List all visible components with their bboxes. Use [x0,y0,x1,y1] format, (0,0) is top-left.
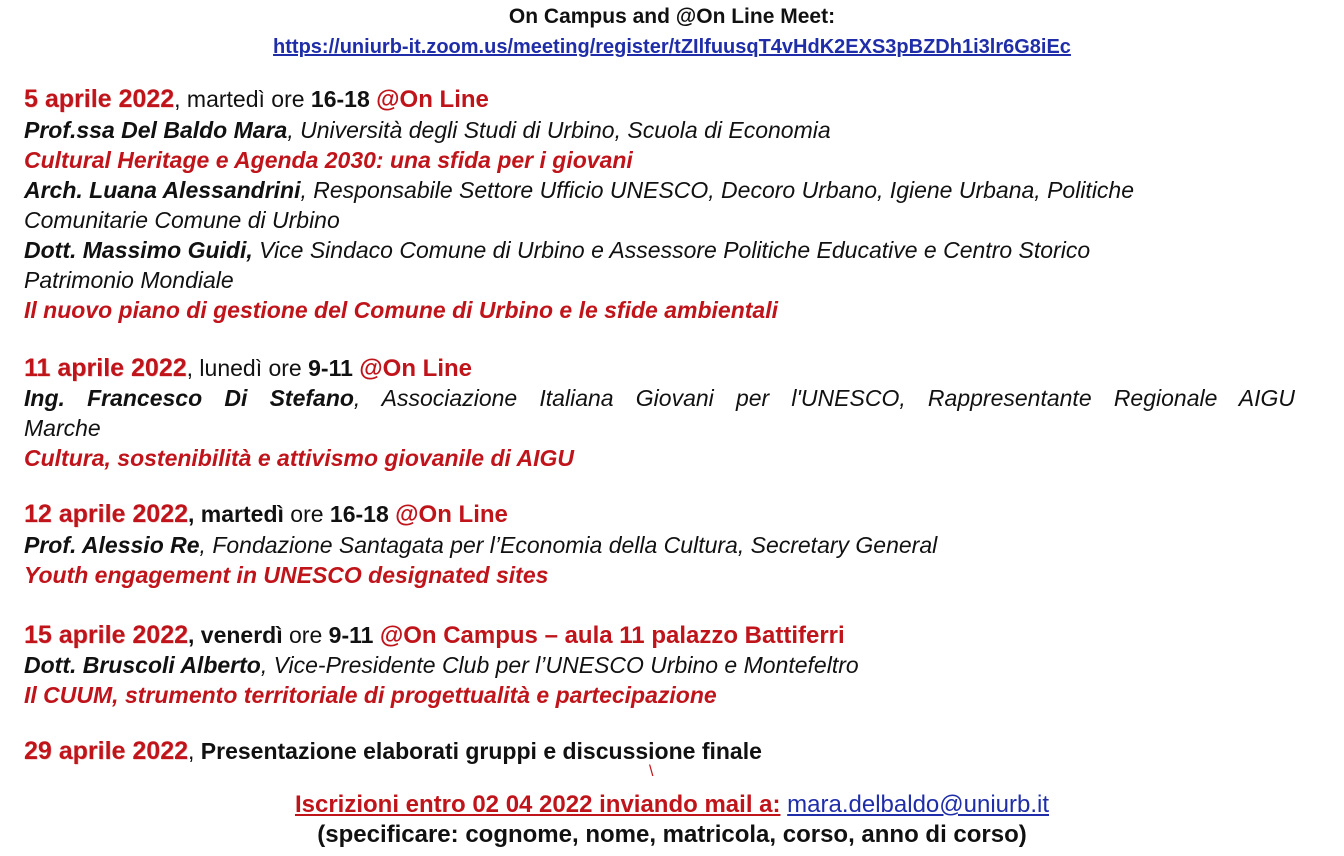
session-header [24,499,508,530]
talk-title: Youth engagement in UNESCO designated sites [24,562,549,588]
speaker-line [24,650,859,680]
session-comma: , [188,738,195,764]
session-mode: @On Line [376,86,489,113]
session-date: 12 aprile 2022 [24,500,189,528]
session-header [24,736,762,766]
speaker-line [24,383,1295,413]
session-date: 11 aprile 2022 [24,354,187,382]
session-day: , martedì [188,501,284,527]
speaker-name: Dott. Bruscoli Alberto [24,652,261,678]
speaker-affiliation: , Università degli Studi di Urbino, Scuola di Economia [287,117,831,143]
session-time: 9-11 [308,355,353,381]
registration-text: Iscrizioni entro 02 04 2022 inviando mail a: [294,791,781,818]
speaker-line [24,530,937,560]
session-date: 15 aprile 2022 [24,621,189,649]
session-ore: ore [264,86,311,112]
session-day: , lunedì [186,355,263,381]
session-mode: @On Line [395,501,508,528]
talk-title: Il CUUM, strumento territoriale di progettualità e partecipazione [24,682,717,708]
session-time: 9-11 [328,622,374,648]
page-title: On Campus and @On Line Meet: [508,5,836,28]
session-day: , martedì [174,86,265,112]
talk-title: Cultura, sostenibilità e attivismo giovanile di AIGU [24,445,574,471]
session-time: 16-18 [310,86,370,112]
speaker-affiliation: , Fondazione Santagata per l’Economia della Cultura, Secretary General [199,532,938,558]
speaker-line [24,235,1090,265]
registration-line [0,790,1344,820]
registration-note: (specificare: cognome, nome, matricola, corso, anno di corso) [317,821,1027,848]
session-mode: @On Line [359,355,473,382]
session-day: , venerdì [188,622,283,648]
speaker-name: Dott. Massimo Guidi, [24,237,253,263]
session-mode: @On Campus – aula 11 palazzo Battiferri [379,622,845,649]
speaker-name: Prof.ssa Del Baldo Mara [24,117,288,143]
registration-email-link[interactable]: mara.delbaldo@uniurb.it [787,791,1050,818]
session-header [24,84,489,115]
session-ore: ore [262,355,309,381]
session-date: 29 aprile 2022 [24,737,189,765]
meeting-link-row [0,34,1344,60]
speaker-affiliation-cont: Comunitarie Comune di Urbino [24,207,340,233]
session-header [24,353,472,384]
session-time: 16-18 [329,501,389,527]
speaker-name: Arch. Luana Alessandrini [24,177,301,203]
speaker-name: Prof. Alessio Re [24,532,200,558]
session-ore: ore [282,622,329,648]
session-date: 5 aprile 2022 [24,85,175,113]
session-ore: ore [283,501,330,527]
speaker-line [24,115,831,145]
speaker-affiliation: , Associazione Italiana Giovani per l'UNESCO, Rappresentante Regionale AIGU [353,385,1295,411]
session-description: Presentazione elaborati gruppi e discussione finale [194,738,762,764]
speaker-line [24,175,1134,205]
speaker-affiliation-cont: Marche [24,415,101,441]
stray-mark: \ [649,763,654,780]
speaker-affiliation-cont: Patrimonio Mondiale [24,267,234,293]
talk-title: Cultural Heritage e Agenda 2030: una sfida per i giovani [24,147,633,173]
meeting-registration-link[interactable]: https://uniurb-it.zoom.us/meeting/register/tZIlfuusqT4vHdK2EXS3pBZDh1i3lr6G8iEc [273,36,1071,58]
speaker-affiliation: , Vice-Presidente Club per l’UNESCO Urbino e Montefeltro [260,652,859,678]
speaker-name: Ing. Francesco Di Stefano [24,385,354,411]
talk-title: Il nuovo piano di gestione del Comune di Urbino e le sfide ambientali [24,297,778,323]
speaker-affiliation: Vice Sindaco Comune di Urbino e Assessore Politiche Educative e Centro Storico [252,237,1091,263]
speaker-affiliation: , Responsabile Settore Ufficio UNESCO, Decoro Urbano, Igiene Urbana, Politiche [300,177,1135,203]
session-header [24,620,845,651]
